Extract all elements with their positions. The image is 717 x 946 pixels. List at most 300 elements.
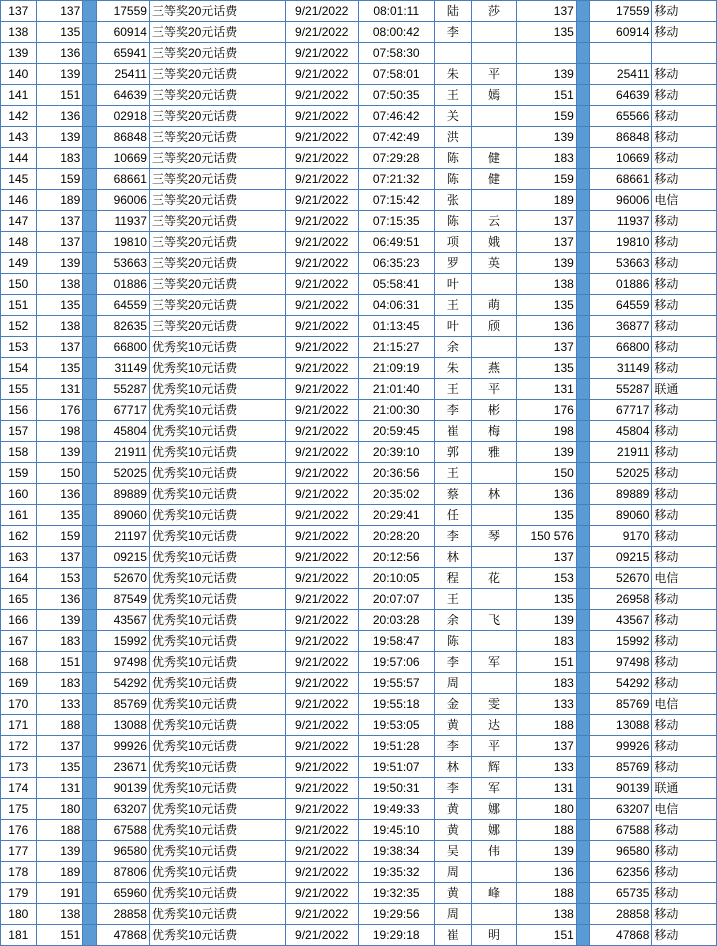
cell-num2[interactable]: 135: [516, 295, 576, 316]
cell-prize[interactable]: 优秀奖10元话费: [149, 778, 285, 799]
cell-date[interactable]: 9/21/2022: [285, 799, 358, 820]
cell-carrier[interactable]: 移动: [652, 862, 717, 883]
cell-code2[interactable]: 52670: [590, 568, 652, 589]
cell-date[interactable]: 9/21/2022: [285, 904, 358, 925]
cell-num1[interactable]: 151: [36, 652, 83, 673]
cell-carrier[interactable]: 移动: [652, 925, 717, 946]
table-row[interactable]: [1, 862, 717, 883]
selection-band-cell[interactable]: [83, 463, 96, 484]
table-row[interactable]: [1, 841, 717, 862]
cell-date[interactable]: 9/21/2022: [285, 22, 358, 43]
cell-num2[interactable]: 189: [516, 190, 576, 211]
table-row[interactable]: [1, 253, 717, 274]
cell-code2[interactable]: 85769: [590, 757, 652, 778]
cell-surname[interactable]: 程: [434, 568, 472, 589]
selection-band-cell[interactable]: [576, 673, 589, 694]
cell-code2[interactable]: 65735: [590, 883, 652, 904]
selection-band-cell[interactable]: [576, 715, 589, 736]
cell-rownum[interactable]: 175: [1, 799, 37, 820]
cell-code2[interactable]: 54292: [590, 673, 652, 694]
table-row[interactable]: [1, 400, 717, 421]
table-row[interactable]: [1, 106, 717, 127]
cell-rownum[interactable]: 148: [1, 232, 37, 253]
cell-rownum[interactable]: 154: [1, 358, 37, 379]
cell-num1[interactable]: 183: [36, 631, 83, 652]
cell-prize[interactable]: 优秀奖10元话费: [149, 484, 285, 505]
cell-code1[interactable]: 63207: [96, 799, 149, 820]
cell-surname[interactable]: 项: [434, 232, 472, 253]
cell-time[interactable]: 21:15:27: [358, 337, 434, 358]
cell-rownum[interactable]: 150: [1, 274, 37, 295]
cell-given[interactable]: [472, 127, 516, 148]
cell-given[interactable]: 健: [472, 169, 516, 190]
cell-num1[interactable]: 139: [36, 442, 83, 463]
cell-num1[interactable]: 137: [36, 337, 83, 358]
cell-num2[interactable]: 137: [516, 547, 576, 568]
cell-rownum[interactable]: 149: [1, 253, 37, 274]
cell-code1[interactable]: 55287: [96, 379, 149, 400]
table-row[interactable]: [1, 736, 717, 757]
cell-code2[interactable]: 10669: [590, 148, 652, 169]
selection-band-cell[interactable]: [83, 484, 96, 505]
cell-surname[interactable]: 洪: [434, 127, 472, 148]
cell-code1[interactable]: 21197: [96, 526, 149, 547]
cell-time[interactable]: 07:21:32: [358, 169, 434, 190]
cell-date[interactable]: 9/21/2022: [285, 274, 358, 295]
cell-time[interactable]: 21:00:30: [358, 400, 434, 421]
cell-time[interactable]: 08:01:11: [358, 1, 434, 22]
table-row[interactable]: [1, 799, 717, 820]
cell-num1[interactable]: 151: [36, 925, 83, 946]
cell-prize[interactable]: 优秀奖10元话费: [149, 757, 285, 778]
selection-band-cell[interactable]: [576, 694, 589, 715]
cell-surname[interactable]: 王: [434, 85, 472, 106]
cell-carrier[interactable]: 移动: [652, 526, 717, 547]
cell-code2[interactable]: 96006: [590, 190, 652, 211]
table-row[interactable]: [1, 652, 717, 673]
cell-rownum[interactable]: 168: [1, 652, 37, 673]
cell-rownum[interactable]: 138: [1, 22, 37, 43]
cell-rownum[interactable]: 144: [1, 148, 37, 169]
selection-band-cell[interactable]: [576, 421, 589, 442]
cell-rownum[interactable]: 159: [1, 463, 37, 484]
cell-code2[interactable]: 86848: [590, 127, 652, 148]
cell-time[interactable]: 01:13:45: [358, 316, 434, 337]
cell-time[interactable]: 20:28:20: [358, 526, 434, 547]
cell-rownum[interactable]: 155: [1, 379, 37, 400]
cell-num1[interactable]: 188: [36, 820, 83, 841]
cell-date[interactable]: 9/21/2022: [285, 568, 358, 589]
cell-code1[interactable]: 68661: [96, 169, 149, 190]
selection-band-cell[interactable]: [576, 631, 589, 652]
cell-date[interactable]: 9/21/2022: [285, 841, 358, 862]
cell-code2[interactable]: 01886: [590, 274, 652, 295]
cell-date[interactable]: 9/21/2022: [285, 64, 358, 85]
cell-rownum[interactable]: 153: [1, 337, 37, 358]
cell-time[interactable]: 19:57:06: [358, 652, 434, 673]
cell-num1[interactable]: 159: [36, 526, 83, 547]
cell-given[interactable]: 峰: [472, 883, 516, 904]
selection-band-cell[interactable]: [83, 85, 96, 106]
selection-band-cell[interactable]: [576, 232, 589, 253]
cell-date[interactable]: 9/21/2022: [285, 484, 358, 505]
cell-prize[interactable]: 优秀奖10元话费: [149, 652, 285, 673]
cell-code1[interactable]: 99926: [96, 736, 149, 757]
cell-given[interactable]: [472, 505, 516, 526]
cell-rownum[interactable]: 163: [1, 547, 37, 568]
cell-rownum[interactable]: 165: [1, 589, 37, 610]
cell-date[interactable]: 9/21/2022: [285, 127, 358, 148]
cell-code2[interactable]: 96580: [590, 841, 652, 862]
cell-num1[interactable]: 135: [36, 757, 83, 778]
cell-code1[interactable]: 64559: [96, 295, 149, 316]
cell-prize[interactable]: 三等奖20元话费: [149, 85, 285, 106]
selection-band-cell[interactable]: [576, 22, 589, 43]
cell-given[interactable]: 军: [472, 652, 516, 673]
cell-date[interactable]: 9/21/2022: [285, 190, 358, 211]
cell-prize[interactable]: 优秀奖10元话费: [149, 799, 285, 820]
selection-band-cell[interactable]: [576, 316, 589, 337]
cell-prize[interactable]: 优秀奖10元话费: [149, 379, 285, 400]
table-row[interactable]: [1, 526, 717, 547]
selection-band-cell[interactable]: [83, 169, 96, 190]
cell-carrier[interactable]: 移动: [652, 715, 717, 736]
table-row[interactable]: [1, 169, 717, 190]
cell-num2[interactable]: 183: [516, 148, 576, 169]
cell-code1[interactable]: 45804: [96, 421, 149, 442]
cell-prize[interactable]: 优秀奖10元话费: [149, 631, 285, 652]
cell-prize[interactable]: 三等奖20元话费: [149, 211, 285, 232]
cell-carrier[interactable]: 移动: [652, 610, 717, 631]
cell-code1[interactable]: 17559: [96, 1, 149, 22]
selection-band-cell[interactable]: [576, 169, 589, 190]
cell-surname[interactable]: 崔: [434, 421, 472, 442]
cell-carrier[interactable]: 移动: [652, 841, 717, 862]
cell-prize[interactable]: 三等奖20元话费: [149, 253, 285, 274]
selection-band-cell[interactable]: [576, 64, 589, 85]
cell-surname[interactable]: 叶: [434, 316, 472, 337]
cell-carrier[interactable]: 移动: [652, 148, 717, 169]
cell-code2[interactable]: 62356: [590, 862, 652, 883]
cell-num1[interactable]: 189: [36, 862, 83, 883]
cell-num2[interactable]: 159: [516, 106, 576, 127]
cell-given[interactable]: 伟: [472, 841, 516, 862]
cell-code2[interactable]: 17559: [590, 1, 652, 22]
selection-band-cell[interactable]: [576, 652, 589, 673]
table-row[interactable]: [1, 568, 717, 589]
cell-date[interactable]: 9/21/2022: [285, 379, 358, 400]
cell-code1[interactable]: 54292: [96, 673, 149, 694]
cell-prize[interactable]: 三等奖20元话费: [149, 127, 285, 148]
cell-code1[interactable]: 87549: [96, 589, 149, 610]
cell-prize[interactable]: 优秀奖10元话费: [149, 400, 285, 421]
table-row[interactable]: [1, 547, 717, 568]
table-row[interactable]: [1, 694, 717, 715]
cell-date[interactable]: 9/21/2022: [285, 106, 358, 127]
cell-code1[interactable]: 65941: [96, 43, 149, 64]
cell-rownum[interactable]: 147: [1, 211, 37, 232]
cell-surname[interactable]: 李: [434, 652, 472, 673]
cell-date[interactable]: 9/21/2022: [285, 736, 358, 757]
cell-rownum[interactable]: 139: [1, 43, 37, 64]
cell-date[interactable]: 9/21/2022: [285, 253, 358, 274]
cell-time[interactable]: 20:35:02: [358, 484, 434, 505]
cell-date[interactable]: 9/21/2022: [285, 505, 358, 526]
cell-given[interactable]: [472, 106, 516, 127]
selection-band-cell[interactable]: [83, 148, 96, 169]
cell-code2[interactable]: 67588: [590, 820, 652, 841]
cell-rownum[interactable]: 171: [1, 715, 37, 736]
selection-band-cell[interactable]: [83, 421, 96, 442]
cell-date[interactable]: 9/21/2022: [285, 421, 358, 442]
cell-given[interactable]: 嫣: [472, 85, 516, 106]
table-row[interactable]: [1, 358, 717, 379]
cell-num2[interactable]: 176: [516, 400, 576, 421]
cell-rownum[interactable]: 162: [1, 526, 37, 547]
cell-surname[interactable]: 罗: [434, 253, 472, 274]
cell-num1[interactable]: 183: [36, 673, 83, 694]
cell-given[interactable]: 林: [472, 484, 516, 505]
cell-carrier[interactable]: 移动: [652, 337, 717, 358]
cell-prize[interactable]: 优秀奖10元话费: [149, 547, 285, 568]
selection-band-cell[interactable]: [576, 820, 589, 841]
cell-carrier[interactable]: 移动: [652, 505, 717, 526]
cell-date[interactable]: 9/21/2022: [285, 694, 358, 715]
table-row[interactable]: [1, 820, 717, 841]
cell-date[interactable]: 9/21/2022: [285, 673, 358, 694]
cell-surname[interactable]: 黄: [434, 883, 472, 904]
cell-num1[interactable]: 189: [36, 190, 83, 211]
table-row[interactable]: [1, 295, 717, 316]
cell-num2[interactable]: 137: [516, 337, 576, 358]
cell-date[interactable]: 9/21/2022: [285, 337, 358, 358]
cell-rownum[interactable]: 170: [1, 694, 37, 715]
cell-time[interactable]: 19:51:07: [358, 757, 434, 778]
cell-num1[interactable]: 139: [36, 610, 83, 631]
cell-date[interactable]: 9/21/2022: [285, 862, 358, 883]
cell-carrier[interactable]: 移动: [652, 85, 717, 106]
cell-carrier[interactable]: 移动: [652, 358, 717, 379]
cell-num1[interactable]: 131: [36, 379, 83, 400]
cell-given[interactable]: [472, 862, 516, 883]
cell-num2[interactable]: 198: [516, 421, 576, 442]
selection-band-cell[interactable]: [83, 526, 96, 547]
cell-code2[interactable]: 43567: [590, 610, 652, 631]
cell-code2[interactable]: 68661: [590, 169, 652, 190]
cell-carrier[interactable]: 移动: [652, 442, 717, 463]
cell-prize[interactable]: 三等奖20元话费: [149, 148, 285, 169]
cell-num1[interactable]: 139: [36, 64, 83, 85]
cell-code1[interactable]: 97498: [96, 652, 149, 673]
cell-rownum[interactable]: 151: [1, 295, 37, 316]
table-row[interactable]: [1, 43, 717, 64]
cell-carrier[interactable]: 移动: [652, 484, 717, 505]
cell-num2[interactable]: 131: [516, 379, 576, 400]
cell-code1[interactable]: 87806: [96, 862, 149, 883]
cell-prize[interactable]: 三等奖20元话费: [149, 190, 285, 211]
cell-time[interactable]: 19:53:05: [358, 715, 434, 736]
cell-time[interactable]: 05:58:41: [358, 274, 434, 295]
cell-num2[interactable]: 137: [516, 1, 576, 22]
cell-code2[interactable]: 89060: [590, 505, 652, 526]
cell-given[interactable]: 颀: [472, 316, 516, 337]
cell-carrier[interactable]: 联通: [652, 778, 717, 799]
cell-code2[interactable]: 21911: [590, 442, 652, 463]
cell-prize[interactable]: 优秀奖10元话费: [149, 673, 285, 694]
selection-band-cell[interactable]: [576, 736, 589, 757]
cell-code1[interactable]: 11937: [96, 211, 149, 232]
table-row[interactable]: [1, 883, 717, 904]
cell-rownum[interactable]: 156: [1, 400, 37, 421]
selection-band-cell[interactable]: [83, 904, 96, 925]
cell-num2[interactable]: 150 576: [516, 526, 576, 547]
cell-code1[interactable]: 64639: [96, 85, 149, 106]
selection-band-cell[interactable]: [576, 1, 589, 22]
selection-band-cell[interactable]: [576, 904, 589, 925]
cell-time[interactable]: 07:42:49: [358, 127, 434, 148]
cell-num2[interactable]: 135: [516, 505, 576, 526]
cell-date[interactable]: 9/21/2022: [285, 610, 358, 631]
cell-num2[interactable]: 139: [516, 253, 576, 274]
cell-given[interactable]: [472, 43, 516, 64]
cell-code1[interactable]: 09215: [96, 547, 149, 568]
cell-rownum[interactable]: 164: [1, 568, 37, 589]
cell-num2[interactable]: 138: [516, 274, 576, 295]
table-row[interactable]: [1, 379, 717, 400]
cell-num1[interactable]: 137: [36, 232, 83, 253]
cell-prize[interactable]: 优秀奖10元话费: [149, 715, 285, 736]
cell-date[interactable]: 9/21/2022: [285, 169, 358, 190]
cell-carrier[interactable]: 移动: [652, 757, 717, 778]
selection-band-cell[interactable]: [83, 379, 96, 400]
cell-surname[interactable]: 崔: [434, 925, 472, 946]
cell-code2[interactable]: 52025: [590, 463, 652, 484]
cell-given[interactable]: [472, 274, 516, 295]
cell-carrier[interactable]: 移动: [652, 253, 717, 274]
cell-given[interactable]: [472, 190, 516, 211]
cell-num2[interactable]: 133: [516, 694, 576, 715]
cell-time[interactable]: 19:55:57: [358, 673, 434, 694]
cell-prize[interactable]: 优秀奖10元话费: [149, 442, 285, 463]
cell-rownum[interactable]: 158: [1, 442, 37, 463]
cell-num2[interactable]: 139: [516, 442, 576, 463]
cell-carrier[interactable]: 移动: [652, 127, 717, 148]
table-row[interactable]: [1, 337, 717, 358]
cell-rownum[interactable]: 174: [1, 778, 37, 799]
cell-date[interactable]: 9/21/2022: [285, 1, 358, 22]
cell-num1[interactable]: 137: [36, 547, 83, 568]
cell-carrier[interactable]: 电信: [652, 568, 717, 589]
cell-code2[interactable]: 67717: [590, 400, 652, 421]
cell-num1[interactable]: 151: [36, 85, 83, 106]
table-row[interactable]: [1, 673, 717, 694]
cell-num2[interactable]: 133: [516, 757, 576, 778]
selection-band-cell[interactable]: [83, 652, 96, 673]
cell-num2[interactable]: 180: [516, 799, 576, 820]
table-row[interactable]: [1, 85, 717, 106]
cell-given[interactable]: 平: [472, 64, 516, 85]
cell-date[interactable]: 9/21/2022: [285, 358, 358, 379]
cell-surname[interactable]: 王: [434, 379, 472, 400]
cell-code1[interactable]: 85769: [96, 694, 149, 715]
cell-time[interactable]: 20:12:56: [358, 547, 434, 568]
cell-prize[interactable]: 三等奖20元话费: [149, 295, 285, 316]
cell-carrier[interactable]: 移动: [652, 463, 717, 484]
cell-prize[interactable]: 优秀奖10元话费: [149, 694, 285, 715]
selection-band-cell[interactable]: [576, 589, 589, 610]
cell-surname[interactable]: 王: [434, 463, 472, 484]
cell-code2[interactable]: 9170: [590, 526, 652, 547]
cell-num1[interactable]: 137: [36, 211, 83, 232]
cell-code2[interactable]: 85769: [590, 694, 652, 715]
cell-code1[interactable]: 28858: [96, 904, 149, 925]
selection-band-cell[interactable]: [576, 925, 589, 946]
selection-band-cell[interactable]: [83, 22, 96, 43]
cell-carrier[interactable]: 移动: [652, 652, 717, 673]
table-row[interactable]: [1, 757, 717, 778]
cell-date[interactable]: 9/21/2022: [285, 547, 358, 568]
cell-code1[interactable]: 89889: [96, 484, 149, 505]
selection-band-cell[interactable]: [576, 547, 589, 568]
cell-carrier[interactable]: 移动: [652, 883, 717, 904]
cell-num1[interactable]: 135: [36, 505, 83, 526]
cell-surname[interactable]: 蔡: [434, 484, 472, 505]
selection-band-cell[interactable]: [576, 778, 589, 799]
cell-given[interactable]: 娜: [472, 820, 516, 841]
selection-band-cell[interactable]: [83, 316, 96, 337]
cell-surname[interactable]: 周: [434, 673, 472, 694]
selection-band-cell[interactable]: [576, 211, 589, 232]
cell-rownum[interactable]: 179: [1, 883, 37, 904]
cell-date[interactable]: 9/21/2022: [285, 211, 358, 232]
cell-code2[interactable]: 65566: [590, 106, 652, 127]
cell-surname[interactable]: 朱: [434, 64, 472, 85]
cell-carrier[interactable]: 移动: [652, 673, 717, 694]
cell-num2[interactable]: 136: [516, 316, 576, 337]
cell-given[interactable]: [472, 463, 516, 484]
table-row[interactable]: [1, 505, 717, 526]
table-row[interactable]: [1, 316, 717, 337]
cell-code1[interactable]: 96006: [96, 190, 149, 211]
cell-code2[interactable]: 55287: [590, 379, 652, 400]
cell-code1[interactable]: 65960: [96, 883, 149, 904]
selection-band-cell[interactable]: [576, 526, 589, 547]
cell-time[interactable]: 21:01:40: [358, 379, 434, 400]
cell-num1[interactable]: 136: [36, 106, 83, 127]
cell-surname[interactable]: 林: [434, 547, 472, 568]
cell-num2[interactable]: 150: [516, 463, 576, 484]
cell-given[interactable]: 英: [472, 253, 516, 274]
selection-band-cell[interactable]: [576, 274, 589, 295]
cell-code1[interactable]: 90139: [96, 778, 149, 799]
cell-carrier[interactable]: 移动: [652, 589, 717, 610]
cell-surname[interactable]: 陈: [434, 169, 472, 190]
selection-band-cell[interactable]: [576, 148, 589, 169]
cell-code1[interactable]: 67588: [96, 820, 149, 841]
cell-rownum[interactable]: 178: [1, 862, 37, 883]
cell-prize[interactable]: 三等奖20元话费: [149, 43, 285, 64]
cell-num1[interactable]: 188: [36, 715, 83, 736]
cell-carrier[interactable]: 移动: [652, 274, 717, 295]
cell-num2[interactable]: 137: [516, 211, 576, 232]
cell-time[interactable]: 21:09:19: [358, 358, 434, 379]
cell-prize[interactable]: 优秀奖10元话费: [149, 463, 285, 484]
cell-given[interactable]: 莎: [472, 1, 516, 22]
cell-prize[interactable]: 三等奖20元话费: [149, 316, 285, 337]
table-row[interactable]: [1, 274, 717, 295]
cell-given[interactable]: 云: [472, 211, 516, 232]
table-row[interactable]: [1, 22, 717, 43]
